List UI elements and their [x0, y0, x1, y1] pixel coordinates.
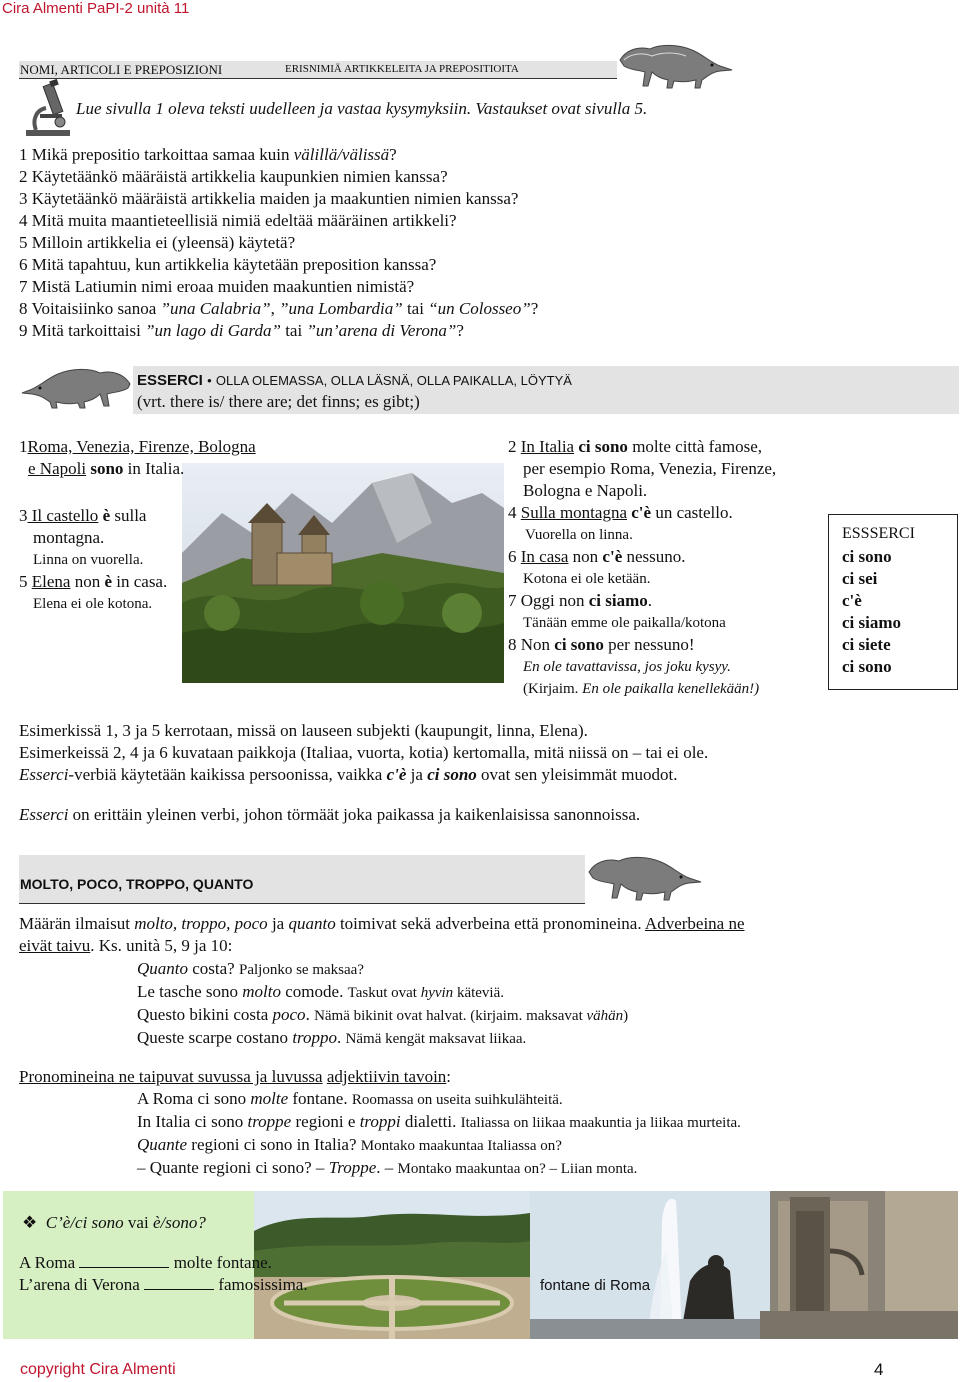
question-2: 2 Käytetäänkö määräistä artikkelia kaupunkien nimien kanssa?: [19, 167, 448, 186]
question-5: 5 Milloin artikkelia ei (yleensä) käytetä?: [19, 233, 296, 252]
adverb-example: Quanto costa? Paljonko se maksaa?: [137, 959, 364, 978]
conjugation-form: ci sono: [842, 547, 892, 566]
exercise-sentences: [19, 1252, 308, 1296]
question-4: 4 Mitä muita maantieteellisiä nimiä edeltää määräinen artikkeli?: [19, 211, 457, 230]
page-header: Cira Almenti PaPI-2 unità 11: [2, 0, 190, 17]
section-subtitle: ERISNIMIÄ ARTIKKELEITA JA PREPOSITIOITA: [285, 63, 519, 75]
conjugation-form: ci sono: [842, 657, 892, 676]
anteater-icon: [20, 364, 134, 410]
esserci-examples-left: 1Roma, Venezia, Firenze, Bologna e Napoli sono in Italia.: [19, 437, 256, 478]
answer-blank[interactable]: [144, 1274, 214, 1290]
pronoun-examples: [137, 1088, 741, 1180]
exercise-sentence: L’arena di Verona famosissima.: [19, 1275, 308, 1294]
molto-intro: Määrän ilmaisut molto, troppo, poco ja quanto toimivat sekä adverbeina että pronomineina. Adverbeina ne eivät taivu. Ks. unità 5, 9 ja 10:: [19, 914, 745, 955]
esserci-title-line: ESSERCI • OLLA OLEMASSA, OLLA LÄSNÄ, OLLA PAIKALLA, LÖYTYÄ: [137, 372, 572, 389]
exercise-sentence: A Roma molte fontane.: [19, 1253, 272, 1272]
esserci-note: (vrt. there is/ there are; det finns; es gibt;): [137, 392, 420, 411]
section-title-bar: [19, 61, 617, 79]
example-7: 7 Oggi non ci siamo.: [508, 591, 653, 610]
question-3: 3 Käytetäänkö määräistä artikkelia maiden ja maakuntien nimien kanssa?: [19, 189, 519, 208]
conjugation-title: ESSSERCI: [842, 525, 915, 542]
example-6: 6 In casa non c'è nessuno.: [508, 547, 686, 566]
conjugation-forms: [842, 546, 901, 678]
conjugation-box: [828, 514, 958, 690]
esserci-examples-right: 2 In Italia ci sono molte città famose, per esempio Roma, Venezia, Firenze, Bologna e Napoli. 4 Sulla montagna c'è un castello. Vuorella on linna. 6 In casa non c'è nessuno. Kotona ei ole ketään. 7 Oggi non ci siamo. Tänään emme ole paikalla/kotona 8 Non ci sono per nessuno! En ole tavattavissa, jos joku kysyy. (Kirjaim. En ole paikalla kenellekään!): [508, 437, 777, 697]
exercise-title: ❖ C’è/ci sono vai è/sono?: [22, 1213, 206, 1232]
fountain-photo: [530, 1191, 958, 1339]
adverb-example: Le tasche sono molto comode. Taskut ovat hyvin käteviä.: [137, 982, 504, 1001]
section-title: MOLTO, POCO, TROPPO, QUANTO: [20, 876, 254, 892]
conjugation-form: ci siete: [842, 635, 891, 654]
pronoun-example: In Italia ci sono troppe regioni e troppi dialetti. Italiassa on liikaa maakuntia ja liikaa murteita.: [137, 1112, 741, 1131]
question-7: 7 Mistä Latiumin nimi eroaa muiden maakuntien nimistä?: [19, 277, 415, 296]
adverb-example: Queste scarpe costano troppo. Nämä kengät maksavat liikaa.: [137, 1028, 527, 1047]
pronoun-example: A Roma ci sono molte fontane. Roomassa on useita suihkulähteitä.: [137, 1089, 563, 1108]
anteater-icon: [585, 852, 703, 902]
conjugation-form: c'è: [842, 591, 862, 610]
adverb-example: Questo bikini costa poco. Nämä bikinit ovat halvat. (kirjaim. maksavat vähän): [137, 1005, 629, 1024]
question-6: 6 Mitä tapahtuu, kun artikkelia käytetään preposition kanssa?: [19, 255, 437, 274]
footer-copyright: copyright Cira Almenti: [20, 1361, 176, 1378]
castle-photo: [182, 463, 504, 683]
example-1: 1Roma, Venezia, Firenze, Bologna: [19, 437, 256, 456]
example-4: 4 Sulla montagna c'è un castello.: [508, 503, 733, 522]
pronoun-example: Quante regioni ci sono in Italia? Montako maakuntaa Italiassa on?: [137, 1135, 562, 1154]
section-title: NOMI, ARTICOLI E PREPOSIZIONI: [20, 62, 223, 77]
anteater-icon: [616, 40, 734, 90]
example-8: 8 Non ci sono per nessuno!: [508, 635, 695, 654]
instruction-text: Lue sivulla 1 oleva teksti uudelleen ja vastaa kysymyksiin. Vastaukset ovat sivulla 5.: [76, 99, 648, 118]
question-1: 1 Mikä prepositio tarkoittaa samaa kuin välillä/välissä?: [19, 145, 397, 164]
question-8: 8 Voitaisiinko sanoa ”una Calabria”, ”una Lombardia” tai “un Colosseo”?: [19, 299, 539, 318]
answer-blank[interactable]: [79, 1252, 169, 1268]
adverb-examples: [137, 958, 628, 1050]
microscope-icon: [22, 78, 74, 138]
molto-header-bar: [19, 855, 585, 903]
question-9: 9 Mitä tarkoittaisi ”un lago di Garda” tai ”un’arena di Verona”?: [19, 321, 464, 340]
photo-caption: fontane di Roma: [540, 1277, 651, 1294]
esserci-explanation: Esimerkissä 1, 3 ja 5 kerrotaan, missä on lauseen subjekti (kaupungit, linna, Elena). Esimerkeissä 2, 4 ja 6 kuvataan paikkoja (Italiaa, vuorta, kotia) kertomalla, mitä niissä on – tai ei ole. Esserci-verbiä käytetään kaikissa persoonissa, vaikka c'è ja ci sono ovat sen yleisimmät muodot.: [19, 721, 709, 784]
esserci-subtitle: OLLA OLEMASSA, OLLA LÄSNÄ, OLLA PAIKALLA, LÖYTYÄ: [215, 373, 572, 388]
example-3: 3 Il castello è sulla montagna. Linna on vuorella. 5 Elena non è in casa. Elena ei ole kotona.: [19, 506, 168, 612]
pronoun-example: – Quante regioni ci sono? – Troppe. – Montako maakuntaa on? – Liian monta.: [137, 1158, 638, 1177]
divider: [19, 903, 585, 904]
pronoun-intro: Pronomineina ne taipuvat suvussa ja luvussa adjektiivin tavoin:: [19, 1067, 452, 1086]
divider: [19, 78, 617, 79]
page-number: 4: [874, 1360, 884, 1379]
question-list: [19, 144, 538, 342]
esserci-note-paragraph: Esserci on erittäin yleinen verbi, johon törmäät joka paikassa ja kaikenlaisissa sanonnoissa.: [19, 805, 641, 824]
conjugation-form: ci sei: [842, 569, 878, 588]
example-2: 2 In Italia ci sono molte città famose,: [508, 437, 763, 456]
esserci-title: ESSERCI: [137, 372, 203, 389]
diamond-bullet-icon: ❖: [22, 1213, 38, 1232]
conjugation-form: ci siamo: [842, 613, 902, 632]
